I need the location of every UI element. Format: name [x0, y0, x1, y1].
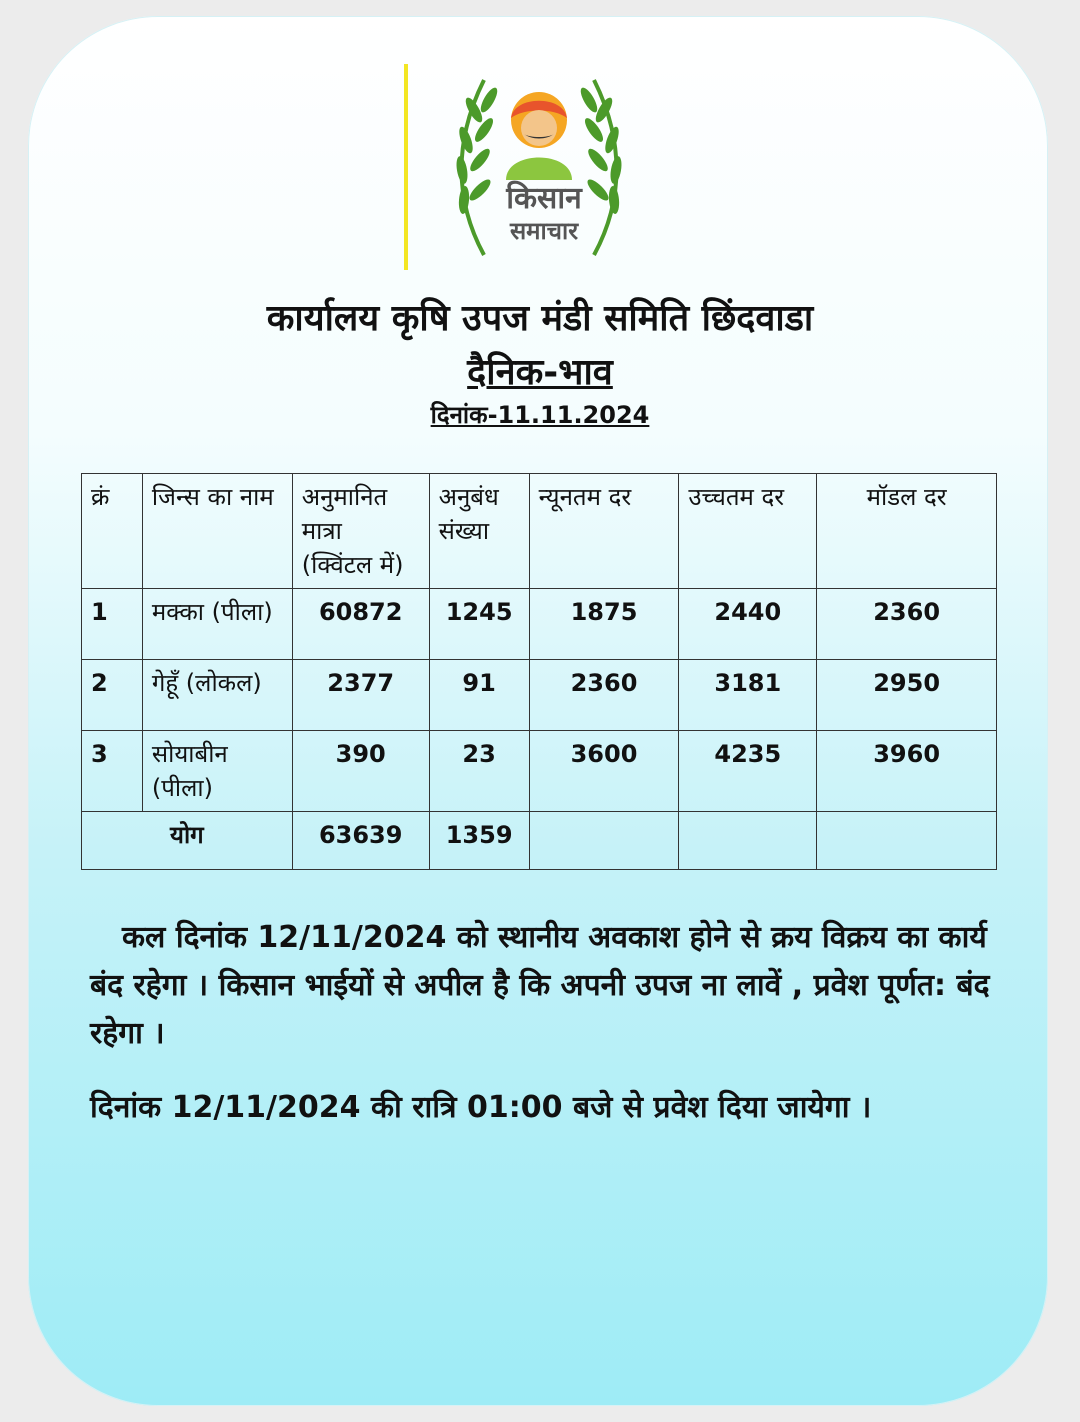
total-label: योग: [82, 812, 293, 870]
col-header-contracts: अनुबंध संख्या: [429, 474, 529, 589]
page-title-text: दैनिक-भाव: [467, 352, 613, 393]
cell-name: सोयाबीन (पीला): [142, 731, 292, 812]
logo-text-kisan: किसान: [506, 181, 582, 216]
cell-max: 3181: [679, 660, 817, 731]
table-header-row: [82, 474, 997, 589]
col-header-sn: क्रं: [82, 474, 143, 589]
rates-table: [81, 473, 997, 870]
cell-name: मक्का (पीला): [142, 589, 292, 660]
cell-min: 2360: [529, 660, 679, 731]
col-header-modal: मॉडल दर: [817, 474, 997, 589]
total-empty-modal: [817, 812, 997, 870]
cell-sn: 1: [82, 589, 143, 660]
cell-sn: 3: [82, 731, 143, 812]
col-header-max: उच्चतम दर: [679, 474, 817, 589]
table-total-row: [82, 812, 997, 870]
entry-notice: दिनांक 12/11/2024 की रात्रि 01:00 बजे से प्रवेश दिया जायेगा ।: [90, 1090, 872, 1125]
total-empty-max: [679, 812, 817, 870]
cell-max: 2440: [679, 589, 817, 660]
cell-modal: 2360: [817, 589, 997, 660]
cell-qty: 390: [292, 731, 429, 812]
cell-contracts: 1245: [429, 589, 529, 660]
cell-min: 3600: [529, 731, 679, 812]
date-text: दिनांक-11.11.2024: [430, 401, 650, 429]
total-contracts: 1359: [429, 812, 529, 870]
table-row: [82, 589, 997, 660]
col-header-qty: अनुमानित मात्रा (क्विंटल में): [292, 474, 429, 589]
date-label: [0, 398, 1080, 431]
table-row: [82, 731, 997, 812]
cell-sn: 2: [82, 660, 143, 731]
page-title: [0, 346, 1080, 395]
cell-contracts: 91: [429, 660, 529, 731]
col-header-min: न्यूनतम दर: [529, 474, 679, 589]
total-qty: 63639: [292, 812, 429, 870]
logo-text-samachar: समाचार: [509, 217, 579, 245]
col-header-name: जिन्स का नाम: [142, 474, 292, 589]
cell-name: गेहूँ (लोकल): [142, 660, 292, 731]
cell-max: 4235: [679, 731, 817, 812]
kisan-samachar-logo: [404, 64, 674, 270]
holiday-notice: कल दिनांक 12/11/2024 को स्थानीय अवकाश होने से क्रय विक्रय का कार्य बंद रहेगा । किसान भाईयों से अपील है कि अपनी उपज ना लावें , प्रवेश पूर्णत: बंद रहेगा ।: [90, 920, 990, 1051]
table-row: [82, 660, 997, 731]
cell-min: 1875: [529, 589, 679, 660]
logo-divider: [404, 64, 408, 270]
office-title: कार्यालय कृषि उपज मंडी समिति छिंदवाडा: [266, 298, 814, 339]
cell-qty: 2377: [292, 660, 429, 731]
cell-modal: 3960: [817, 731, 997, 812]
cell-qty: 60872: [292, 589, 429, 660]
cell-modal: 2950: [817, 660, 997, 731]
total-empty-min: [529, 812, 679, 870]
cell-contracts: 23: [429, 731, 529, 812]
